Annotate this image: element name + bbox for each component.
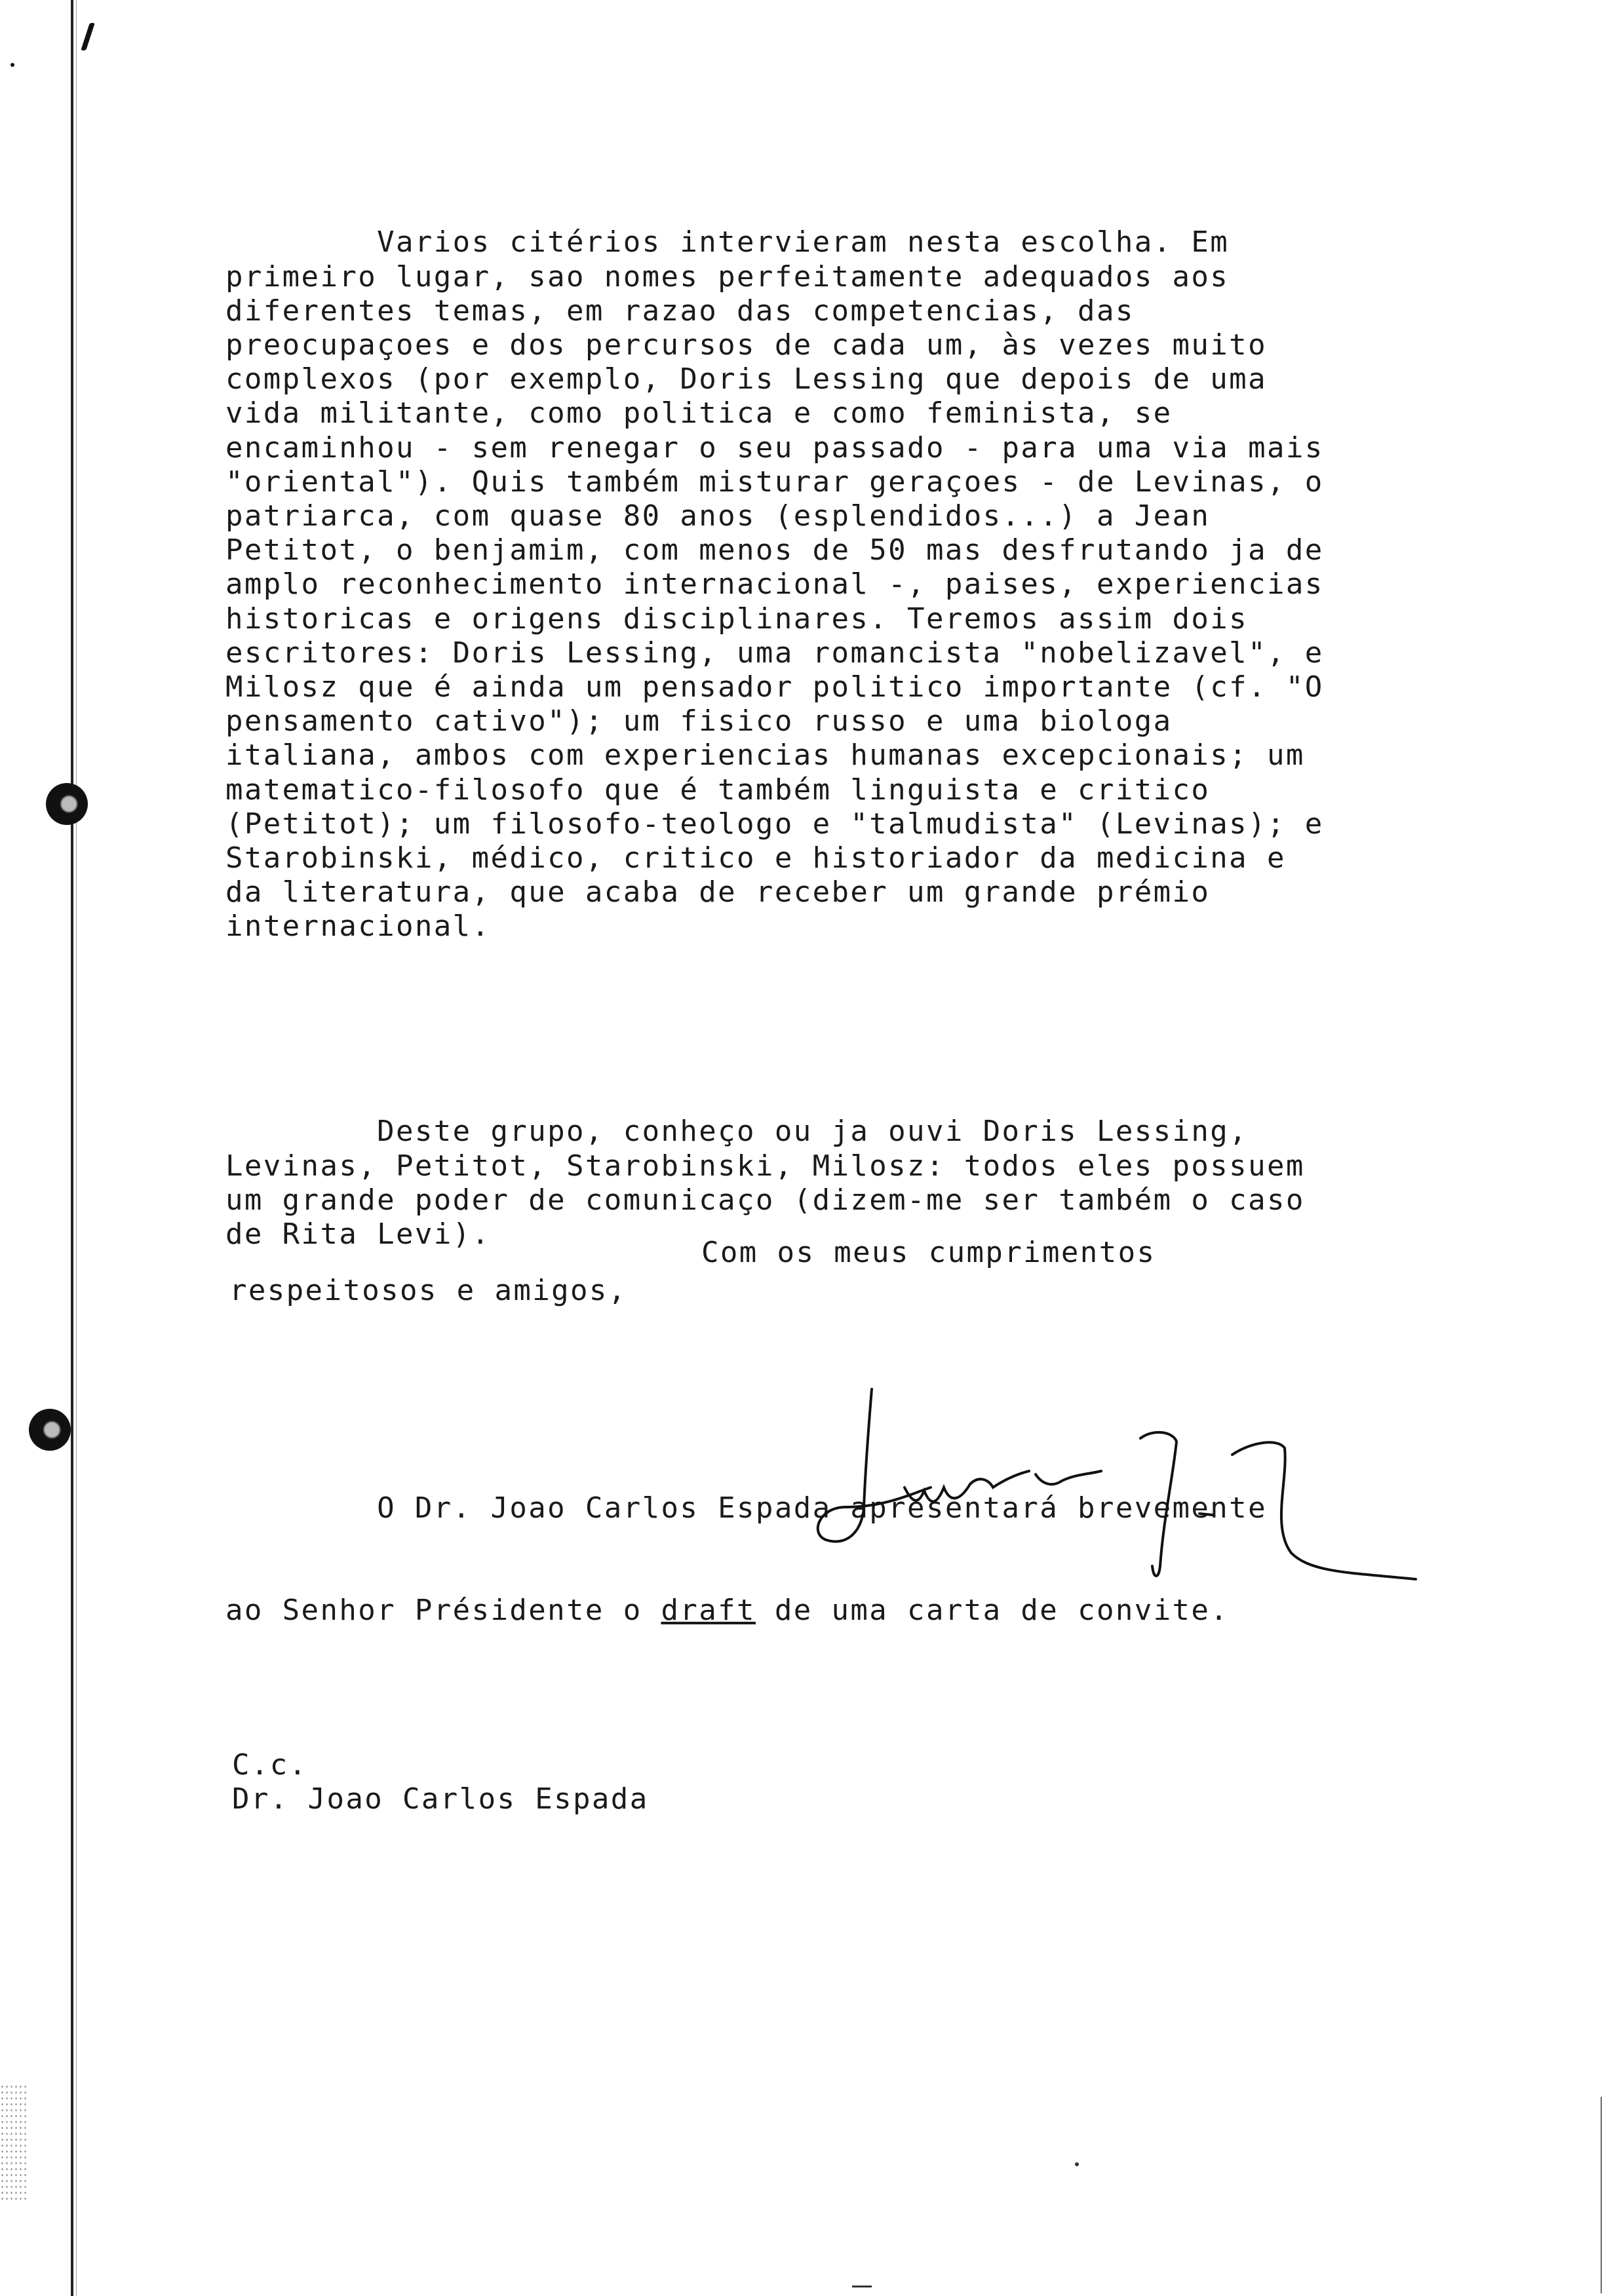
- text-line: "oriental"). Quis também misturar geraçoes - de Levinas, o: [225, 465, 1324, 499]
- text-line: diferentes temas, em razao das competencias, das: [225, 294, 1135, 328]
- text-line: um grande poder de comunicaço (dizem-me ser também o caso: [225, 1183, 1305, 1217]
- handwritten-signature: [806, 1376, 1422, 1599]
- text-line: O Dr. Joao Carlos Espada apresentará brevemente: [225, 1491, 1267, 1525]
- text-line: internacional.: [225, 909, 491, 944]
- text-line: historicas e origens disciplinares. Teremos assim dois: [225, 602, 1249, 636]
- text-line: Levinas, Petitot, Starobinski, Milosz: todos eles possuem: [225, 1149, 1305, 1183]
- paragraph-selection-criteria: [225, 225, 1379, 944]
- text-segment: de uma carta de convite.: [755, 1594, 1230, 1628]
- text-line: Varios citérios intervieram nesta escolha. Em: [225, 225, 1230, 259]
- closing-line-1: Com os meus cumprimentos: [701, 1236, 1156, 1269]
- text-line: Milosz que é ainda um pensador politico importante (cf. "O: [225, 670, 1324, 704]
- text-line: escritores: Doris Lessing, uma romancista "nobelizavel", e: [225, 636, 1324, 670]
- text-line: (Petitot); um filosofo-teologo e "talmudista" (Levinas); e: [225, 807, 1324, 841]
- punch-hole-upper: [46, 783, 88, 825]
- text-line: vida militante, como politica e como feminista, se: [225, 396, 1173, 430]
- text-line: Petitot, o benjamim, com menos de 50 mas desfrutando ja de: [225, 533, 1324, 567]
- page-edge: [1601, 2097, 1602, 2293]
- binding-margin-line: [71, 0, 73, 2296]
- text-line: complexos (por exemplo, Doris Lessing que depois de uma: [225, 362, 1267, 396]
- text-segment: ao Senhor Présidente o: [225, 1594, 661, 1628]
- text-line: matematico-filosofo que é também linguista e critico: [225, 773, 1211, 807]
- text-line: amplo reconhecimento internacional -, paises, experiencias: [225, 567, 1324, 602]
- ink-dot-bottom: [1075, 2162, 1079, 2166]
- text-line: da literatura, que acaba de receber um grande prémio: [225, 875, 1211, 909]
- cc-label: C.c.: [232, 1748, 308, 1782]
- scan-artifact: [852, 2286, 872, 2287]
- text-line: Deste grupo, conheço ou ja ouvi Doris Lessing,: [225, 1115, 1249, 1149]
- text-line: pensamento cativo"); um fisico russo e uma biologa: [225, 704, 1173, 738]
- ink-dot: [10, 63, 14, 67]
- text-line: Starobinski, médico, critico e historiador da medicina e: [225, 841, 1286, 875]
- pen-mark: [81, 23, 95, 50]
- closing-line-2: respeitosos e amigos,: [229, 1274, 627, 1307]
- cc-recipient: Dr. Joao Carlos Espada: [232, 1782, 649, 1816]
- punch-hole-lower: [29, 1409, 71, 1451]
- underlined-word: draft: [661, 1594, 756, 1628]
- scan-noise: [0, 2084, 26, 2202]
- text-line: italiana, ambos com experiencias humanas excepcionais; um: [225, 738, 1305, 773]
- text-line: de Rita Levi).: [225, 1217, 491, 1252]
- binding-margin-line-secondary: [76, 0, 77, 2296]
- text-line: patriarca, com quase 80 anos (esplendidos...) a Jean: [225, 499, 1211, 533]
- text-line: primeiro lugar, sao nomes perfeitamente adequados aos: [225, 259, 1230, 294]
- text-line: preocupaçoes e dos percursos de cada um, às vezes muito: [225, 328, 1267, 362]
- paragraph-speakers-known: [225, 1115, 1379, 1252]
- text-line: encaminhou - sem renegar o seu passado - para uma via mais: [225, 430, 1324, 465]
